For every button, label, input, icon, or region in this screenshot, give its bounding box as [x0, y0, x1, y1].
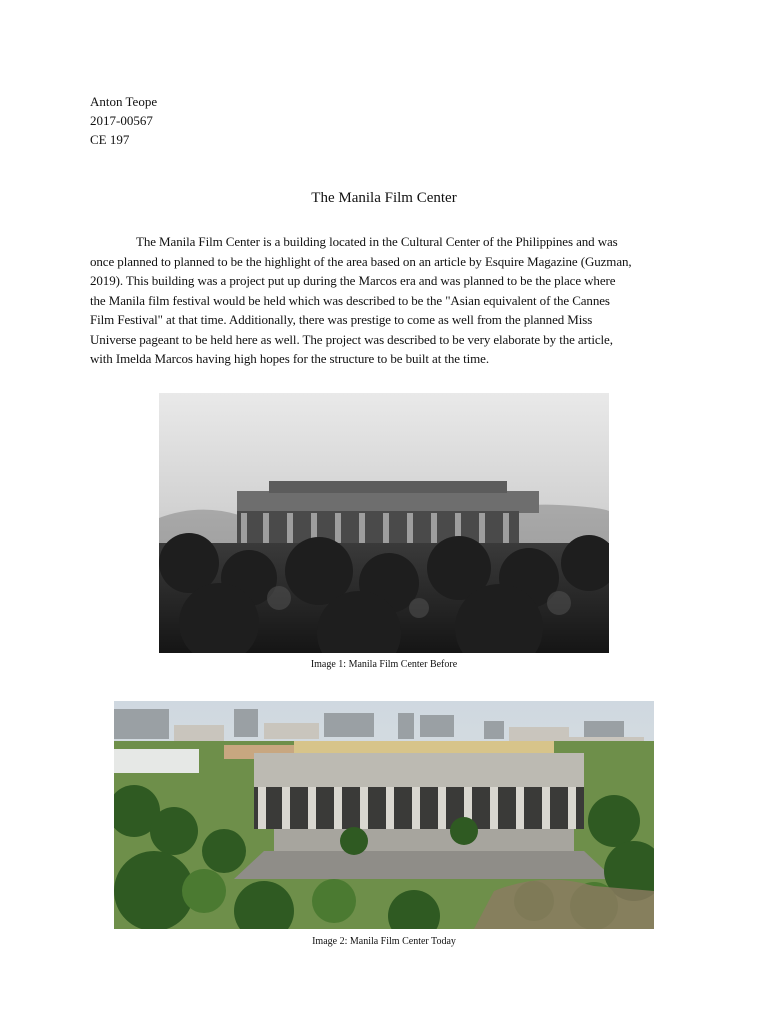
photo-film-center-before	[159, 393, 609, 653]
image-2-caption: Image 2: Manila Film Center Today	[312, 936, 456, 947]
student-id: 2017-00567	[90, 113, 153, 128]
image-1-caption: Image 1: Manila Film Center Before	[310, 659, 458, 670]
course-code: CE 197	[90, 132, 130, 147]
paragraph-line: The Manila Film Center is a building located in the Cultural Center of the Philippines and was	[136, 234, 618, 249]
document-title: The Manila Film Center	[311, 190, 457, 206]
paragraph-line: Universe pageant to be held here as well. The project was described to be very elaborate by the article,	[90, 331, 613, 347]
author-name: Anton Teope	[90, 94, 158, 109]
body-paragraph	[90, 232, 678, 369]
photo-film-center-today	[114, 701, 654, 929]
paragraph-line: Film Festival" at that time. Additionally, there was prestige to come as well from the planned Miss	[90, 312, 593, 327]
paragraph-line: once planned to planned to be the highlight of the area based on an article by Esquire Magazine (Guzman,	[90, 253, 632, 269]
paragraph-line: the Manila film festival would be held which was described to be the "Asian equivalent of the Cannes	[90, 292, 610, 308]
paragraph-line: 2019). This building was a project put up during the Marcos era and was planned to be the place where	[90, 273, 616, 288]
paragraph-line: with Imelda Marcos having high hopes for the structure to be built at the time.	[90, 351, 489, 366]
document-header	[90, 92, 157, 149]
